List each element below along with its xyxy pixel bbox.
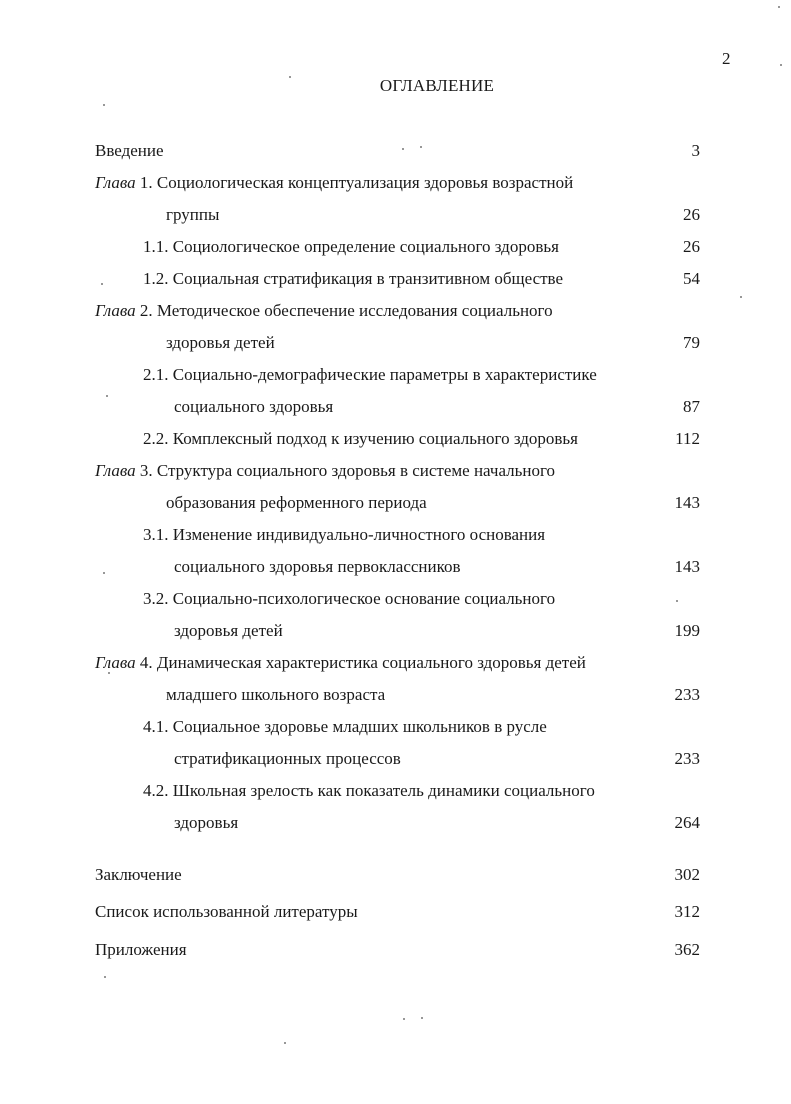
toc-entry-section-1-1[interactable]: [143, 237, 559, 257]
toc-page-number: 312: [674, 902, 700, 921]
toc-entry-conclusion[interactable]: [95, 865, 182, 885]
toc-page-number: 264: [674, 813, 700, 832]
toc-page-number: 233: [674, 685, 700, 704]
toc-page-number: 143: [674, 493, 700, 512]
toc-entry-section-3-2[interactable]: [143, 589, 555, 609]
toc-entry-label: Приложения: [95, 940, 187, 959]
toc-entry-continuation: здоровья детей: [166, 333, 275, 352]
toc-entry-chapter-2[interactable]: [95, 301, 553, 321]
scan-speck: [103, 104, 105, 106]
toc-entry-chapter-4[interactable]: [95, 653, 586, 673]
scan-speck: [103, 572, 105, 574]
chapter-prefix: Глава: [95, 301, 136, 320]
scan-speck: [106, 395, 108, 397]
scan-speck: [101, 283, 103, 285]
toc-page-number: 233: [674, 749, 700, 768]
toc-entry-continuation: здоровья детей: [174, 621, 283, 640]
scan-speck: [403, 1018, 405, 1020]
toc-entry-continuation: здоровья: [174, 813, 239, 832]
toc-page-number: 362: [674, 940, 700, 959]
scan-speck: [676, 600, 678, 602]
toc-entry-continuation: образования реформенного периода: [166, 493, 427, 512]
scan-speck: [740, 296, 742, 298]
toc-entry-chapter-1[interactable]: [95, 173, 573, 193]
scan-speck: [284, 1042, 286, 1044]
chapter-prefix: Глава: [95, 653, 136, 672]
toc-entry-appendices[interactable]: [95, 940, 187, 960]
toc-entry-label: 3.1. Изменение индивидуально-личностного основания: [143, 525, 546, 544]
toc-entry-label: 2.2. Комплексный подход к изучению социального здоровья: [143, 429, 579, 448]
toc-entry-label: Введение: [95, 141, 164, 160]
toc-entry-continuation: социального здоровья: [174, 397, 334, 416]
scan-speck: [289, 76, 291, 78]
toc-entry-chapter-3[interactable]: [95, 461, 555, 481]
toc-page-number: 199: [674, 621, 700, 640]
toc-entry-label: Заключение: [95, 865, 182, 884]
toc-page-number: 112: [675, 429, 700, 448]
page-number: 2: [722, 49, 731, 68]
toc-page-number: 3: [691, 141, 700, 160]
toc-entry-label: 4.1. Социальное здоровье младших школьников в русле: [143, 717, 547, 736]
toc-entry-label: 1. Социологическая концептуализация здоровья возрастной: [135, 173, 574, 192]
toc-entry-label: 4. Динамическая характеристика социального здоровья детей: [135, 653, 586, 672]
toc-page-number: 302: [674, 865, 700, 884]
toc-entry-continuation: младшего школьного возраста: [166, 685, 386, 704]
toc-page-number: 79: [683, 333, 700, 352]
toc-page-number: 54: [683, 269, 700, 288]
toc-entry-section-2-2[interactable]: [143, 429, 578, 449]
toc-entry-section-4-2[interactable]: [143, 781, 595, 801]
chapter-prefix: Глава: [95, 461, 136, 480]
toc-page-number: 26: [683, 237, 700, 256]
toc-entry-section-3-1[interactable]: [143, 525, 545, 545]
scan-speck: [104, 976, 106, 978]
toc-entry-continuation: стратификационных процессов: [174, 749, 401, 768]
toc-entry-label: Список использованной литературы: [95, 902, 358, 921]
scan-speck: [780, 64, 782, 66]
toc-entry-label: 1.2. Социальная стратификация в транзитивном обществе: [143, 269, 564, 288]
toc-entry-label: 2. Методическое обеспечение исследования социального: [135, 301, 553, 320]
toc-entry-label: 3.2. Социально-психологическое основание социального: [143, 589, 556, 608]
toc-entry-bibliography[interactable]: [95, 902, 358, 922]
toc-entry-section-2-1[interactable]: [143, 365, 597, 385]
toc-entry-continuation: группы: [166, 205, 220, 224]
toc-entry-introduction[interactable]: [95, 141, 164, 161]
scan-speck: [421, 1017, 423, 1019]
toc-entry-label: 3. Структура социального здоровья в системе начального: [135, 461, 556, 480]
scan-speck: [420, 146, 422, 148]
scan-speck: [402, 148, 404, 150]
chapter-prefix: Глава: [95, 173, 136, 192]
toc-page-number: 26: [683, 205, 700, 224]
toc-page-number: 143: [674, 557, 700, 576]
toc-entry-section-4-1[interactable]: [143, 717, 547, 737]
toc-entry-label: 4.2. Школьная зрелость как показатель динамики социального: [143, 781, 595, 800]
toc-entry-label: 1.1. Социологическое определение социального здоровья: [143, 237, 559, 256]
toc-entry-continuation: социального здоровья первоклассников: [174, 557, 461, 576]
toc-entry-label: 2.1. Социально-демографические параметры в характеристике: [143, 365, 597, 384]
toc-page-number: 87: [683, 397, 700, 416]
toc-entry-section-1-2[interactable]: [143, 269, 563, 289]
scan-speck: [778, 6, 780, 8]
toc-title: ОГЛАВЛЕНИЕ: [379, 76, 495, 95]
scan-speck: [108, 672, 110, 674]
